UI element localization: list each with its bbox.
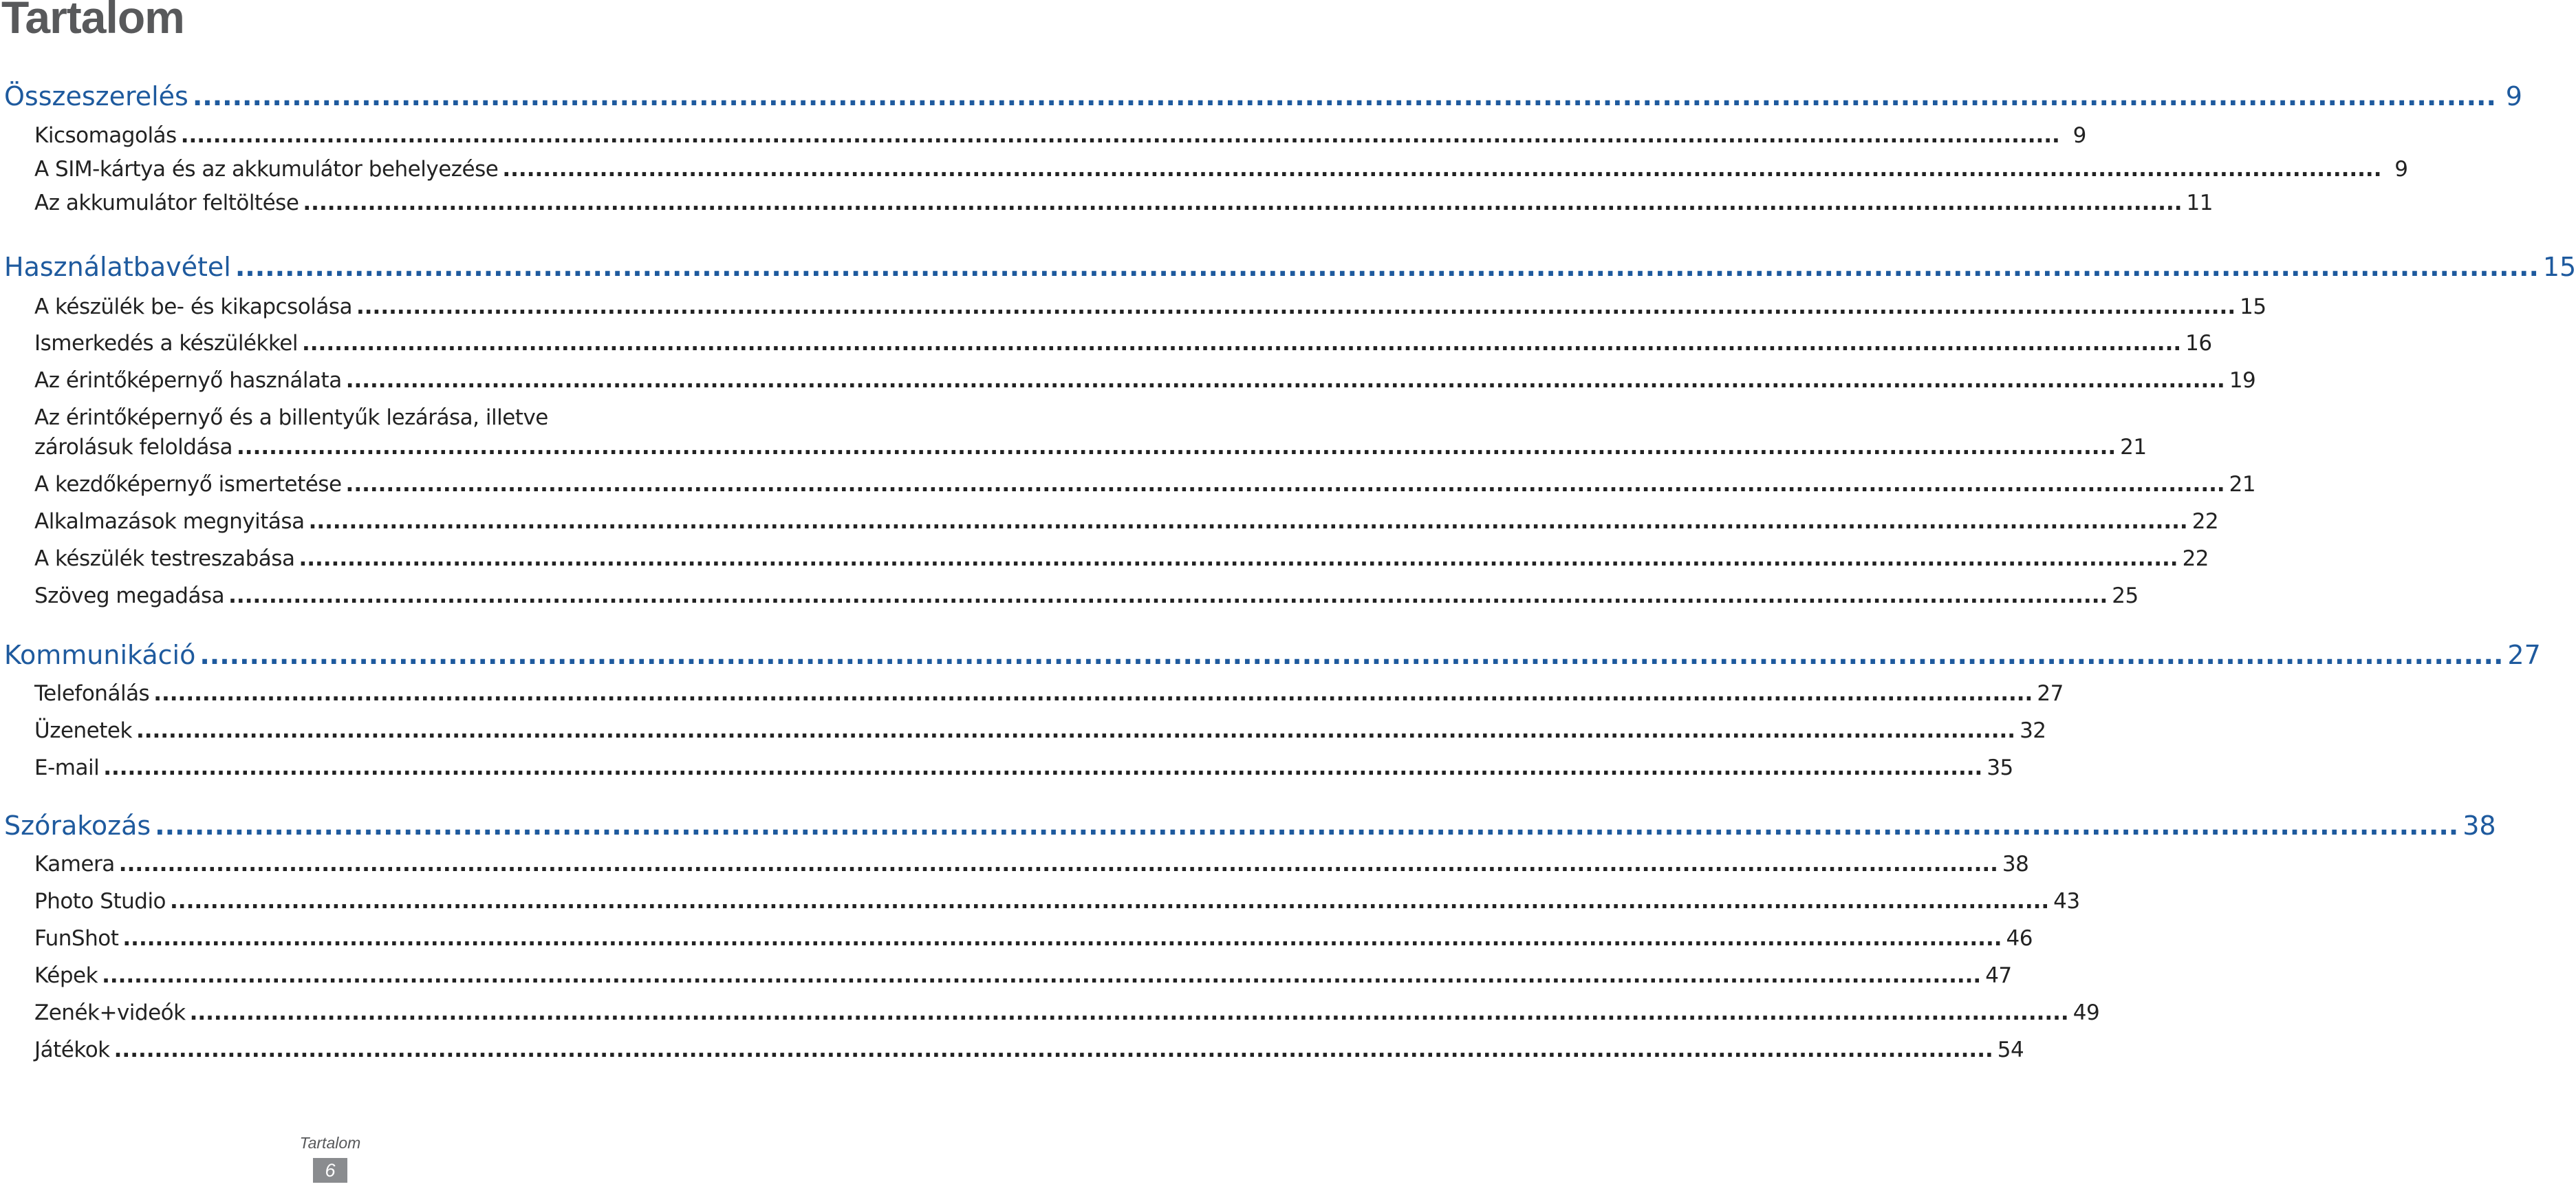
toc-entry[interactable] (34, 546, 2209, 571)
toc-entry-page: 32 (2020, 718, 2046, 743)
toc-entry[interactable] (34, 681, 2064, 706)
toc-section-kommunikacio[interactable] (4, 640, 2541, 670)
toc-entry[interactable] (34, 1038, 2024, 1062)
toc-entry-label: Photo Studio (34, 889, 166, 914)
toc-entry-label: Alkalmazások megnyitása (34, 509, 305, 534)
dot-leader (346, 472, 2225, 497)
dot-leader (155, 811, 2458, 841)
dot-leader (235, 252, 2539, 282)
toc-entry-label: A készülék be- és kikapcsolása (34, 294, 352, 319)
toc-entry-page: 9 (2072, 123, 2086, 148)
toc-section-label: Kommunikáció (4, 640, 196, 670)
dot-leader (237, 435, 2116, 460)
toc-section-label: Szórakozás (4, 811, 151, 841)
toc-entry-page: 35 (1987, 755, 2013, 780)
toc-entry[interactable] (34, 926, 2033, 951)
toc-entry-page: 27 (2037, 681, 2064, 706)
footer-label: Tartalom (299, 1134, 361, 1152)
toc-entry-page: 49 (2072, 1000, 2100, 1025)
toc-entry-page: 43 (2053, 889, 2080, 914)
toc-entry-label: A készülék testreszabása (34, 546, 295, 571)
toc-entry[interactable] (34, 331, 2212, 356)
toc-section-page: 27 (2507, 640, 2541, 670)
toc-entry-label: FunShot (34, 926, 119, 951)
toc-entry-label: Játékok (34, 1038, 110, 1062)
toc-entry[interactable] (34, 852, 2029, 877)
toc-entry[interactable] (34, 718, 2046, 743)
dot-leader (170, 889, 2049, 914)
toc-entry-label: Az akkumulátor feltöltése (34, 191, 299, 215)
dot-leader (181, 123, 2060, 148)
toc-section-label: Összeszerelés (4, 81, 188, 111)
toc-section-label: Használatbavétel (4, 252, 231, 282)
toc-entry[interactable] (34, 294, 2266, 319)
toc-entry[interactable] (34, 755, 2013, 780)
dot-leader (299, 546, 2178, 571)
toc-section-page: 15 (2542, 252, 2576, 282)
toc-entry-label: zárolásuk feloldása (34, 435, 233, 460)
dot-leader (302, 331, 2181, 356)
toc-entry-label: Az érintőképernyő használata (34, 368, 342, 393)
dot-leader (122, 926, 2002, 951)
toc-entry-page: 21 (2229, 472, 2256, 497)
toc-entry-label: Kicsomagolás (34, 123, 177, 148)
dot-leader (502, 157, 2381, 182)
page-title: Tartalom (1, 0, 184, 43)
toc-section-page: 38 (2463, 811, 2496, 841)
toc-section-page: 9 (2505, 81, 2522, 111)
toc-entry[interactable] (34, 889, 2080, 914)
toc-entry-page: 25 (2112, 583, 2139, 608)
toc-entry-page: 15 (2240, 294, 2266, 319)
dot-leader (103, 755, 1982, 780)
toc-entry-label: A kezdőképernyő ismertetése (34, 472, 342, 497)
dot-leader (199, 640, 2503, 670)
toc-entry[interactable] (34, 963, 2012, 988)
toc-entry-page: 38 (2002, 852, 2029, 877)
toc-entry-page: 47 (1985, 963, 2012, 988)
toc-entry[interactable] (34, 583, 2139, 608)
dot-leader (356, 294, 2236, 319)
toc-entry-page: 9 (2394, 157, 2408, 182)
toc-entry[interactable] (34, 157, 2408, 182)
dot-leader (346, 368, 2225, 393)
toc-entry[interactable] (34, 1000, 2100, 1025)
dot-leader (136, 718, 2015, 743)
toc-entry-page: 22 (2191, 509, 2219, 534)
dot-leader (119, 852, 1998, 877)
toc-entry-label-line1[interactable]: Az érintőképernyő és a billentyűk lezárása, illetve (34, 405, 548, 430)
toc-entry-label: Szöveg megadása (34, 583, 225, 608)
toc-entry-label: Kamera (34, 852, 115, 877)
dot-leader (114, 1038, 1993, 1062)
toc-entry[interactable] (34, 191, 2213, 215)
page-number: 6 (313, 1158, 347, 1183)
toc-entry-page: 21 (2120, 435, 2147, 460)
toc-entry[interactable] (34, 123, 2086, 148)
toc-section-osszeszereles[interactable] (4, 81, 2522, 111)
toc-entry-page: 22 (2182, 546, 2209, 571)
toc-entry-page: 46 (2006, 926, 2033, 951)
toc-section-hasznalatbavetel[interactable] (4, 252, 2576, 282)
dot-leader (303, 191, 2182, 215)
toc-entry-label: A SIM-kártya és az akkumulátor behelyezése (34, 157, 499, 182)
toc-entry[interactable] (34, 509, 2219, 534)
toc-entry-label: E-mail (34, 755, 100, 780)
toc-entry[interactable] (34, 368, 2256, 393)
toc-section-szorakozas[interactable] (4, 811, 2496, 841)
toc-entry-page: 19 (2229, 368, 2256, 393)
toc-entry-label: Üzenetek (34, 718, 132, 743)
toc-entry-page: 16 (2185, 331, 2212, 356)
toc-entry-label: Telefonálás (34, 681, 150, 706)
toc-entry[interactable] (34, 472, 2256, 497)
toc-entry-page: 11 (2186, 191, 2213, 215)
dot-leader (228, 583, 2108, 608)
dot-leader (190, 1000, 2069, 1025)
toc-entry[interactable] (34, 435, 2147, 460)
toc-entry-label: Ismerkedés a készülékkel (34, 331, 298, 356)
dot-leader (153, 681, 2033, 706)
toc-entry-label: Zenék+videók (34, 1000, 186, 1025)
dot-leader (102, 963, 1981, 988)
toc-entry-page: 54 (1997, 1038, 2024, 1062)
toc-entry-label: Képek (34, 963, 98, 988)
dot-leader (309, 509, 2188, 534)
dot-leader (193, 81, 2496, 111)
